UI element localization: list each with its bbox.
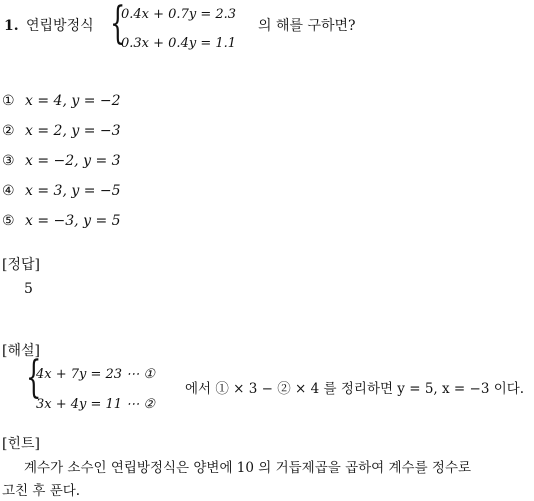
explanation-brace: { (26, 352, 42, 403)
question-equation-2: 0.3x + 0.4y = 1.1 (121, 36, 237, 51)
question-prefix: 연립방정식 (26, 18, 94, 34)
question-number: 1. (4, 18, 19, 34)
choice-item[interactable] (2, 184, 121, 198)
choice-item[interactable] (2, 214, 121, 228)
question-brace: { (110, 0, 126, 49)
choice-item[interactable] (2, 154, 121, 168)
question-equation-1: 0.4x + 0.7y = 2.3 (121, 7, 237, 22)
choice-text: x = −3, y = 5 (25, 213, 121, 229)
choice-text: x = 2, y = −3 (25, 123, 121, 139)
answer-value: 5 (24, 281, 33, 297)
choice-text: x = 3, y = −5 (25, 183, 121, 199)
answer-label: [정답] (2, 257, 40, 273)
explanation-label: [해설] (2, 343, 40, 359)
choice-text: x = −2, y = 3 (25, 153, 121, 169)
choice-text: x = 4, y = −2 (25, 93, 121, 109)
choice-item[interactable] (2, 94, 121, 108)
choice-mark: ② (2, 123, 15, 139)
explanation-text: 에서 ① × 3 − ② × 4 를 정리하면 y = 5, x = −3 이다. (185, 381, 525, 397)
hint-label: [힌트] (2, 436, 40, 452)
hint-line-1: 계수가 소수인 연립방정식은 양변에 10 의 거듭제곱을 곱하여 계수를 정수로 (24, 460, 472, 476)
choice-mark: ③ (2, 153, 15, 169)
choice-mark: ① (2, 93, 15, 109)
question-suffix: 의 해를 구하면? (258, 18, 356, 34)
hint-line-2: 고친 후 푼다. (2, 483, 81, 499)
choice-mark: ⑤ (2, 213, 15, 229)
choice-mark: ④ (2, 183, 15, 199)
explanation-equation-2: 3x + 4y = 11 ⋯ ② (36, 397, 155, 412)
choice-item[interactable] (2, 124, 121, 138)
explanation-equation-1: 4x + 7y = 23 ⋯ ① (36, 367, 155, 382)
